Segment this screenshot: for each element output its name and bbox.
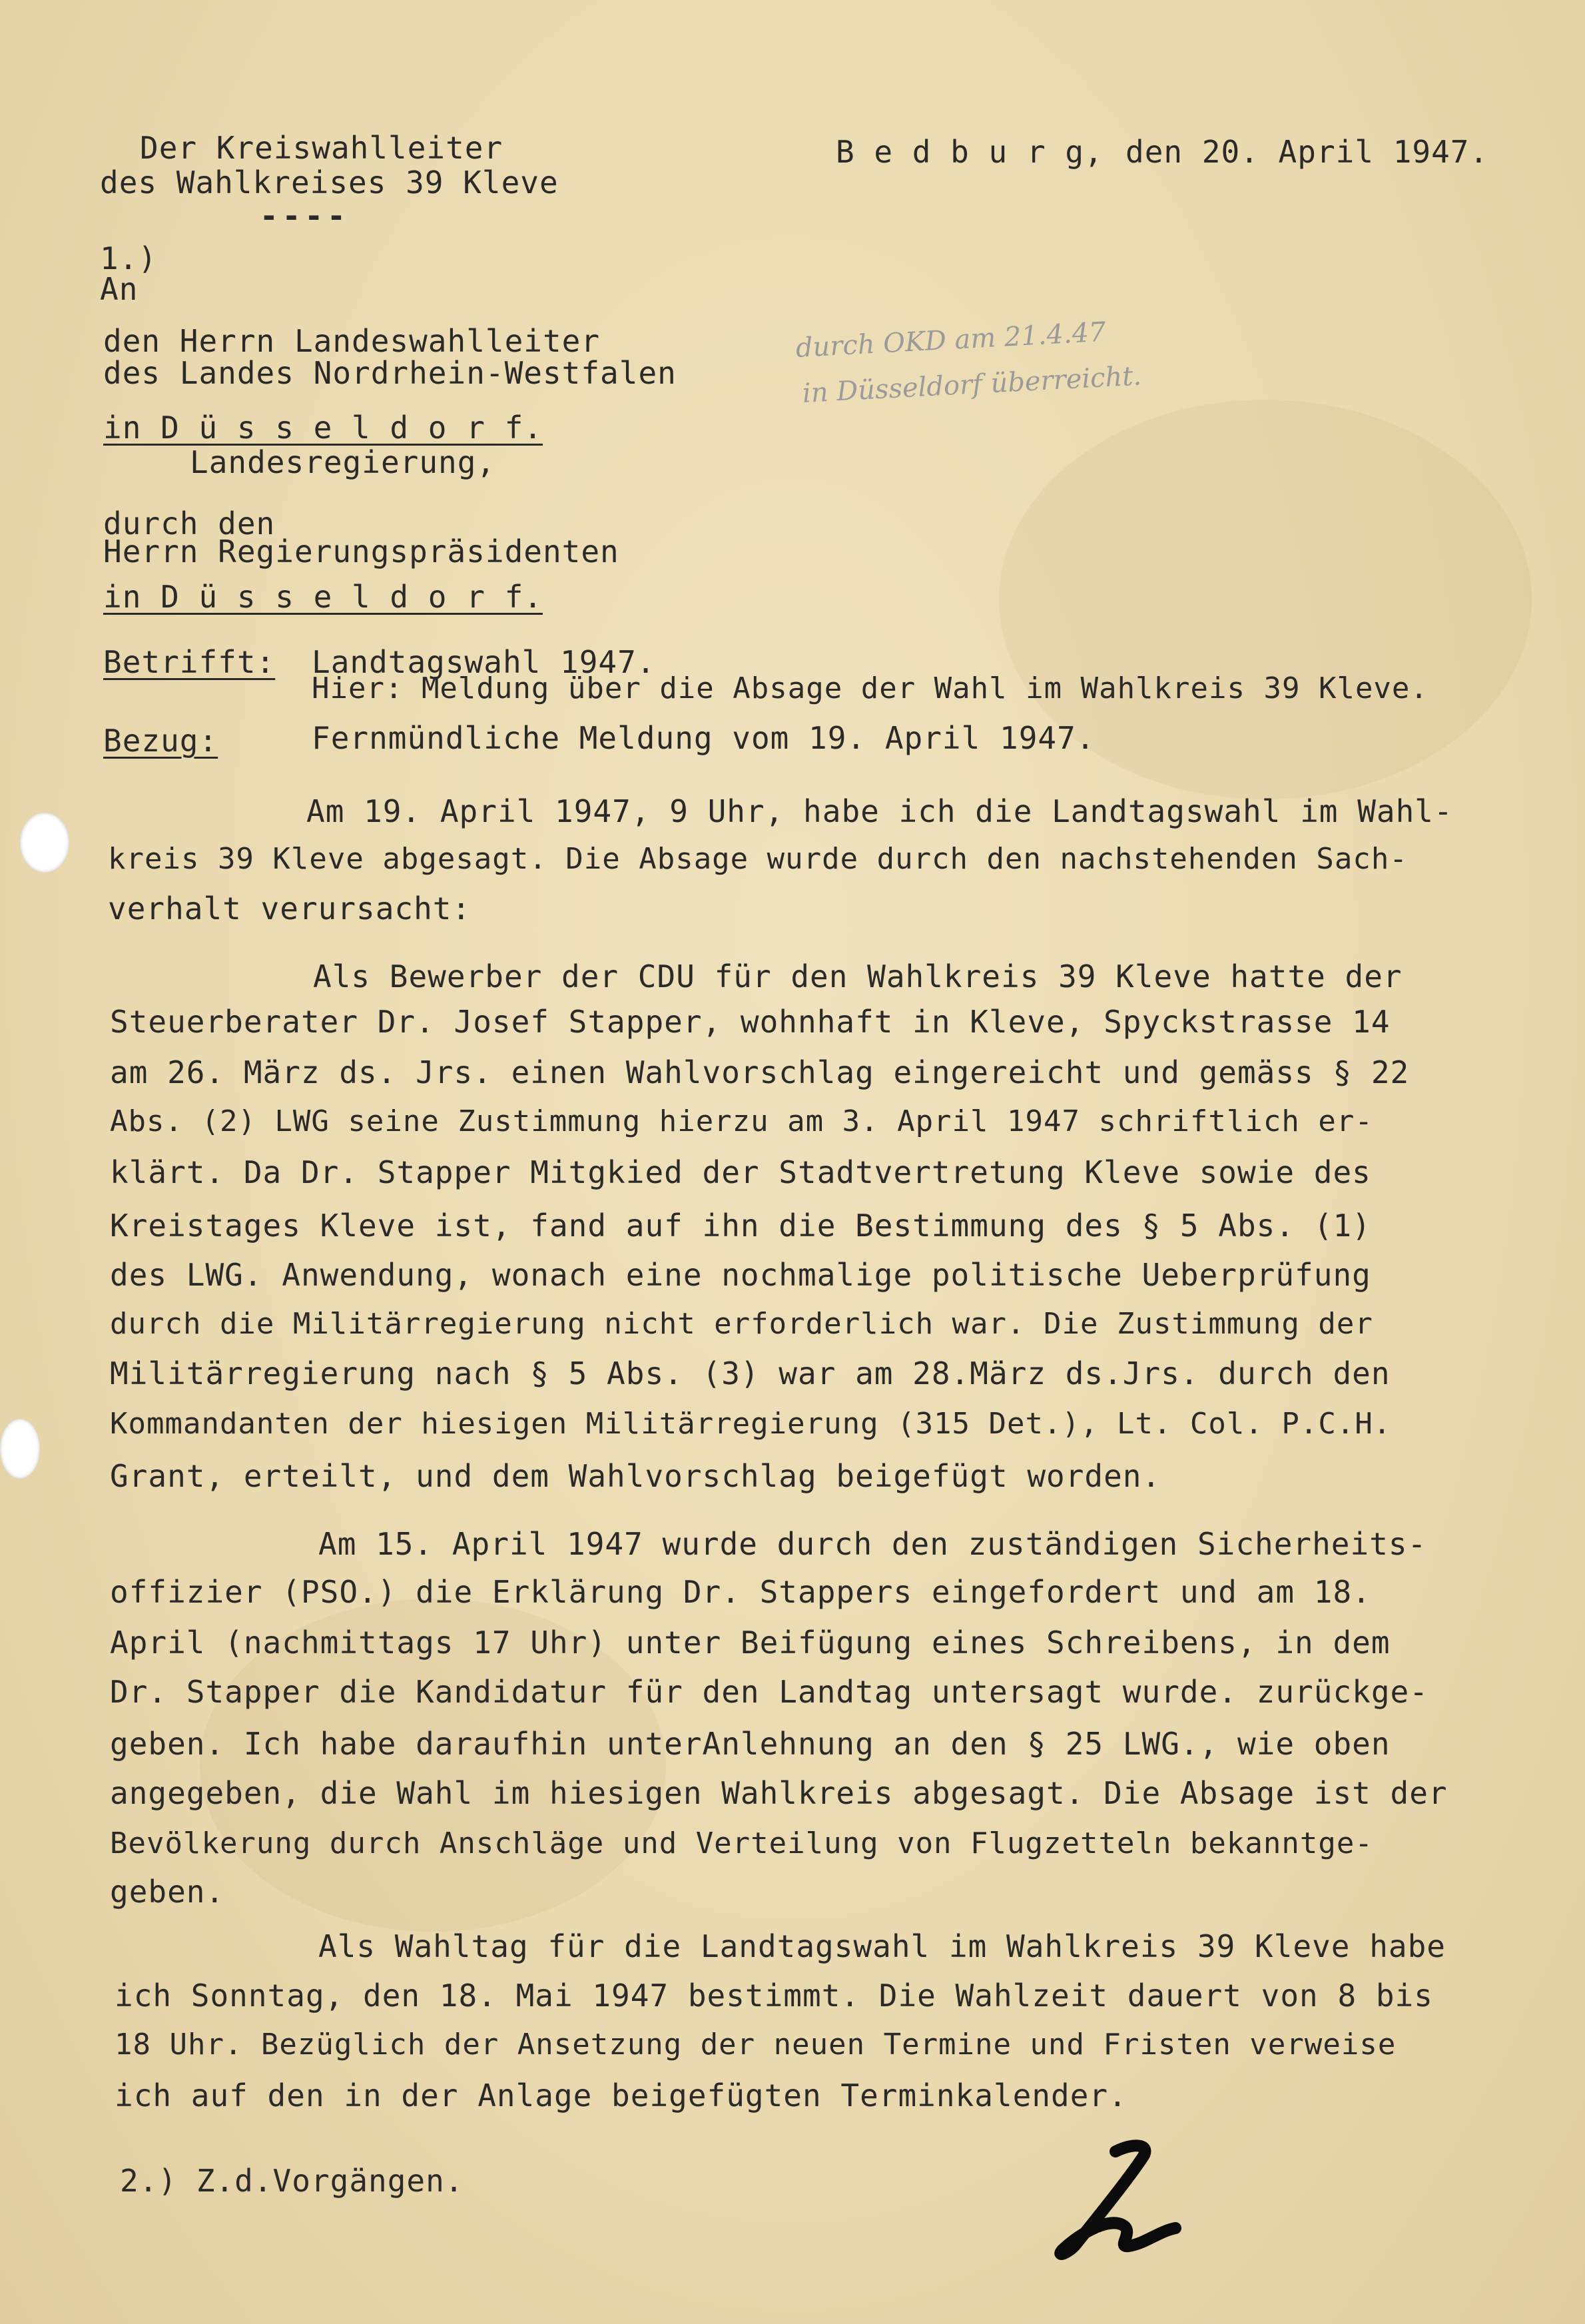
- body-line: ich Sonntag, den 18. Mai 1947 bestimmt. Die Wahlzeit dauert von 8 bis: [115, 1978, 1433, 2014]
- signature-initial-icon: [1036, 2138, 1209, 2265]
- recipient-line-2: des Landes Nordrhein-Westfalen: [103, 355, 677, 391]
- body-line: offizier (PSO.) die Erklärung Dr. Stappers eingefordert und am 18.: [110, 1574, 1371, 1610]
- body-line: Steuerberater Dr. Josef Stapper, wohnhaft in Kleve, Spyckstrasse 14: [110, 1004, 1391, 1040]
- handwritten-note-line-2: in Düsseldorf überreicht.: [801, 360, 1143, 409]
- body-line: Kreistages Kleve ist, fand auf ihn die Bestimmung des § 5 Abs. (1): [110, 1208, 1371, 1244]
- subject-label: Betrifft:: [103, 644, 276, 680]
- punch-hole-top: [20, 813, 69, 873]
- body-line: klärt. Da Dr. Stapper Mitgkied der Stadtvertretung Kleve sowie des: [110, 1154, 1371, 1190]
- reference-text: Fernmündliche Meldung vom 19. April 1947.: [312, 720, 1096, 756]
- body-line: Bevölkerung durch Anschläge und Verteilung von Flugzetteln bekanntge-: [110, 1826, 1373, 1860]
- body-line: Am 19. April 1947, 9 Uhr, habe ich die Landtagswahl im Wahl-: [306, 793, 1453, 829]
- subject-line-2: Hier: Meldung über die Absage der Wahl im Wahlkreis 39 Kleve.: [312, 671, 1428, 705]
- body-line: April (nachmittags 17 Uhr) unter Beifügung eines Schreibens, in dem: [110, 1625, 1391, 1661]
- recipient-line-1: den Herrn Landeswahlleiter: [103, 323, 601, 359]
- signature: [1036, 2138, 1209, 2265]
- reference-label: Bezug:: [103, 723, 218, 759]
- body-line: verhalt verursacht:: [108, 891, 472, 927]
- body-line: ich auf den in der Anlage beigefügten Terminkalender.: [115, 2078, 1127, 2114]
- subject-line-1: Landtagswahl 1947.: [312, 644, 656, 680]
- via-line-2: Herrn Regierungspräsidenten: [103, 534, 619, 570]
- handwritten-note-line-1: durch OKD am 21.4.47: [794, 316, 1107, 364]
- body-line: Dr. Stapper die Kandidatur für den Landtag untersagt wurde. zurückge-: [110, 1674, 1428, 1710]
- body-line: durch die Militärregierung nicht erforderlich war. Die Zustimmung der: [110, 1307, 1373, 1341]
- sender-rule: ----: [260, 198, 350, 234]
- recipient-to: An: [100, 271, 139, 307]
- body-line: 18 Uhr. Bezüglich der Ansetzung der neuen Termine und Fristen verweise: [115, 2028, 1397, 2062]
- letter-place: B e d b u r g,: [836, 134, 1104, 170]
- body-line: Militärregierung nach § 5 Abs. (3) war am 28.März ds.Jrs. durch den: [110, 1356, 1391, 1391]
- sender-line-2: des Wahlkreises 39 Kleve: [100, 165, 559, 200]
- letter-date: den 20. April 1947.: [1125, 134, 1489, 170]
- body-line: geben. Ich habe daraufhin unterAnlehnung an den § 25 LWG., wie oben: [110, 1726, 1391, 1762]
- body-line: Grant, erteilt, und dem Wahlvorschlag beigefügt worden.: [110, 1458, 1161, 1494]
- via-city: in D ü s s e l d o r f.: [103, 579, 543, 615]
- punch-hole-bottom: [0, 1419, 40, 1479]
- recipient-office: Landesregierung,: [190, 444, 496, 480]
- closing-item-2: 2.) Z.d.Vorgängen.: [120, 2163, 464, 2199]
- sender-line-1: Der Kreiswahlleiter: [140, 130, 503, 166]
- body-line: am 26. März ds. Jrs. einen Wahlvorschlag eingereicht und gemäss § 22: [110, 1054, 1410, 1090]
- body-line: des LWG. Anwendung, wonach eine nochmalige politische Ueberprüfung: [110, 1257, 1371, 1293]
- item-number-1: 1.): [100, 240, 158, 276]
- body-line: geben.: [110, 1874, 225, 1910]
- body-line: kreis 39 Kleve abgesagt. Die Absage wurde durch den nachstehenden Sach-: [108, 842, 1408, 876]
- body-line: Abs. (2) LWG seine Zustimmung hierzu am 3. April 1947 schriftlich er-: [110, 1104, 1373, 1138]
- body-line: angegeben, die Wahl im hiesigen Wahlkreis abgesagt. Die Absage ist der: [110, 1775, 1448, 1811]
- body-line: Als Bewerber der CDU für den Wahlkreis 39 Kleve hatte der: [313, 959, 1403, 994]
- body-line: Als Wahltag für die Landtagswahl im Wahlkreis 39 Kleve habe: [318, 1928, 1446, 1964]
- body-line: Kommandanten der hiesigen Militärregierung (315 Det.), Lt. Col. P.C.H.: [110, 1407, 1392, 1441]
- via-line-1: durch den: [103, 506, 276, 542]
- body-line: Am 15. April 1947 wurde durch den zuständigen Sicherheits-: [318, 1526, 1427, 1562]
- recipient-city: in D ü s s e l d o r f.: [103, 410, 543, 446]
